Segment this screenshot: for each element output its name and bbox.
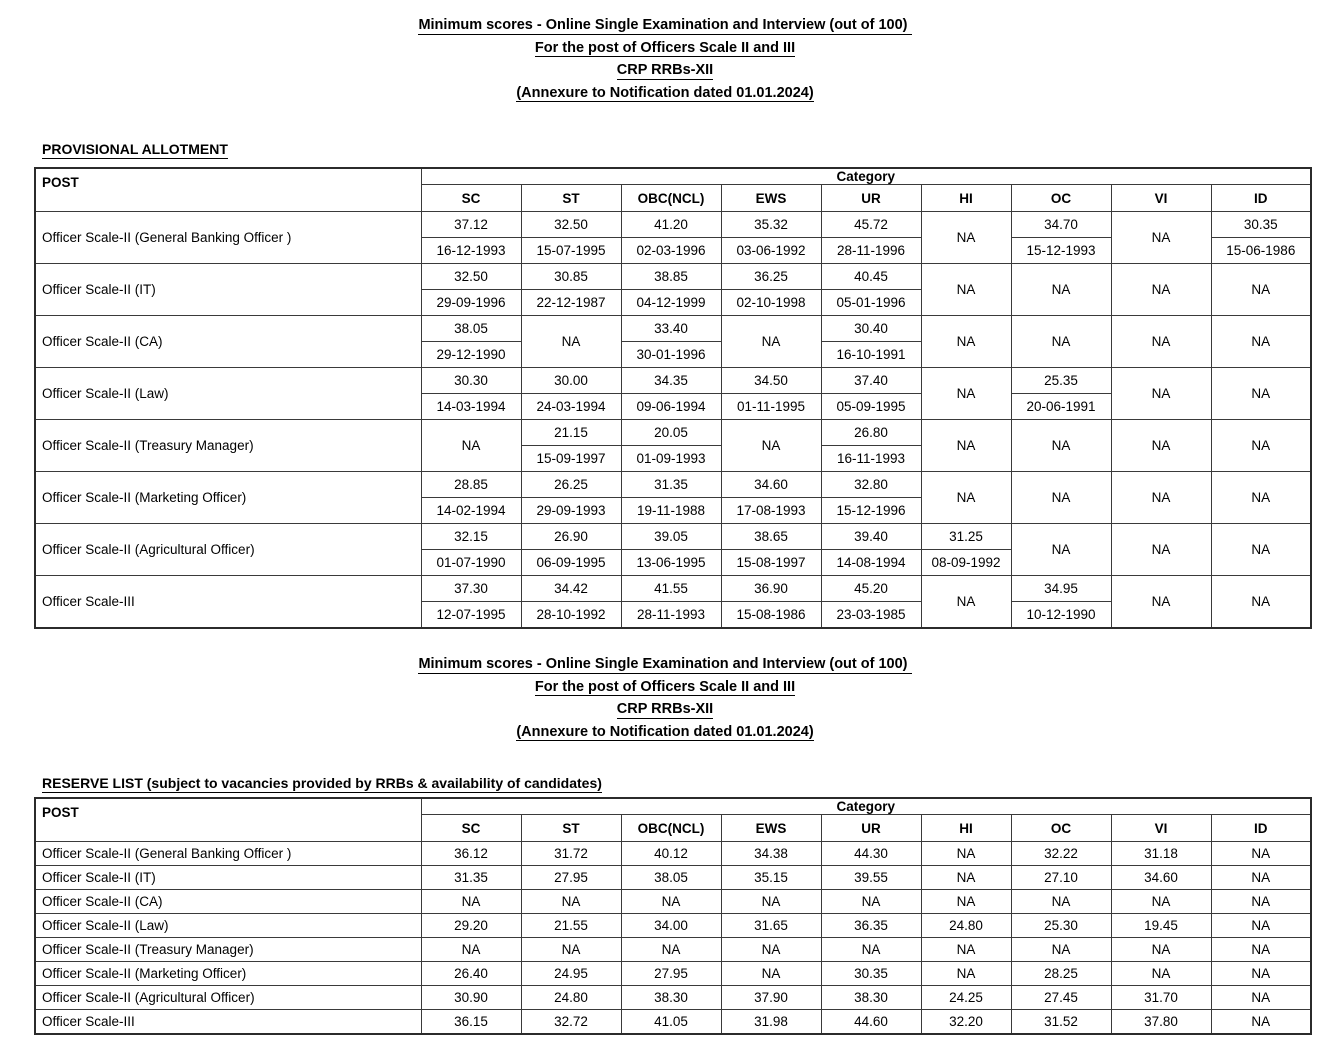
- post-name-cell: Officer Scale-II (CA): [35, 316, 421, 368]
- date-cell: 01-11-1995: [721, 394, 821, 420]
- score-cell: 30.40: [821, 316, 921, 342]
- score-cell: 25.35: [1011, 368, 1111, 394]
- score-cell: 37.40: [821, 368, 921, 394]
- date-cell: 13-06-1995: [621, 550, 721, 576]
- score-cell-na: NA: [921, 472, 1011, 524]
- score-cell: 31.70: [1111, 986, 1211, 1010]
- post-name-cell: Officer Scale-III: [35, 576, 421, 629]
- table-row: [35, 962, 1311, 986]
- date-cell: 28-11-1996: [821, 238, 921, 264]
- score-cell: 33.40: [621, 316, 721, 342]
- score-cell: 27.10: [1011, 866, 1111, 890]
- score-cell: 30.35: [821, 962, 921, 986]
- score-cell: 34.00: [621, 914, 721, 938]
- table-row: [35, 576, 1311, 602]
- column-header-id: ID: [1211, 185, 1311, 212]
- score-cell: 30.35: [1211, 212, 1311, 238]
- post-name-cell: Officer Scale-II (CA): [35, 890, 421, 914]
- table-row: [35, 986, 1311, 1010]
- date-cell: 28-11-1993: [621, 602, 721, 629]
- score-cell-na: NA: [721, 420, 821, 472]
- column-header-vi: VI: [1111, 185, 1211, 212]
- post-name-cell: Officer Scale-II (Treasury Manager): [35, 420, 421, 472]
- score-cell-na: NA: [1011, 420, 1111, 472]
- table-head: [35, 798, 1311, 842]
- column-header-hi: HI: [921, 185, 1011, 212]
- date-cell: 14-02-1994: [421, 498, 521, 524]
- score-cell-na: NA: [1211, 524, 1311, 576]
- score-cell: 30.00: [521, 368, 621, 394]
- score-cell: 32.15: [421, 524, 521, 550]
- date-cell: 06-09-1995: [521, 550, 621, 576]
- score-cell: 36.25: [721, 264, 821, 290]
- score-cell: 44.30: [821, 842, 921, 866]
- post-name-cell: Officer Scale-II (Agricultural Officer): [35, 986, 421, 1010]
- score-cell-na: NA: [621, 890, 721, 914]
- score-cell: 32.50: [521, 212, 621, 238]
- score-cell-na: NA: [1211, 842, 1311, 866]
- category-column-group-header: Category: [421, 168, 1311, 185]
- score-cell: 27.45: [1011, 986, 1111, 1010]
- score-cell: 28.85: [421, 472, 521, 498]
- score-cell: 31.98: [721, 1010, 821, 1035]
- score-cell: 27.95: [621, 962, 721, 986]
- date-cell: 28-10-1992: [521, 602, 621, 629]
- post-name-cell: Officer Scale-II (IT): [35, 264, 421, 316]
- score-cell-na: NA: [721, 890, 821, 914]
- table-body: [35, 842, 1311, 1035]
- heading-line-1-text: Minimum scores - Online Single Examination and Interview (out of 100): [418, 17, 912, 33]
- score-cell: 36.12: [421, 842, 521, 866]
- score-cell-na: NA: [921, 938, 1011, 962]
- date-cell: 24-03-1994: [521, 394, 621, 420]
- date-cell: 05-09-1995: [821, 394, 921, 420]
- heading-line-2: [0, 41, 1330, 58]
- score-cell-na: NA: [921, 264, 1011, 316]
- score-cell-na: NA: [721, 316, 821, 368]
- heading2-line-3-text: CRP RRBs-XII: [616, 701, 714, 717]
- post-name-cell: Officer Scale-II (Treasury Manager): [35, 938, 421, 962]
- score-cell: 38.30: [621, 986, 721, 1010]
- score-cell-na: NA: [1211, 368, 1311, 420]
- score-cell-na: NA: [921, 842, 1011, 866]
- date-cell: 15-12-1993: [1011, 238, 1111, 264]
- table-row: [35, 420, 1311, 446]
- score-cell-na: NA: [421, 938, 521, 962]
- table-row: [35, 472, 1311, 498]
- post-name-cell: Officer Scale-II (General Banking Officer ): [35, 212, 421, 264]
- date-cell: 03-06-1992: [721, 238, 821, 264]
- column-header-st: ST: [521, 185, 621, 212]
- heading-line-1: [0, 18, 1330, 35]
- score-cell-na: NA: [621, 938, 721, 962]
- score-cell: 34.70: [1011, 212, 1111, 238]
- date-cell: 22-12-1987: [521, 290, 621, 316]
- date-cell: 05-01-1996: [821, 290, 921, 316]
- score-cell: 32.50: [421, 264, 521, 290]
- heading-line-3: [0, 63, 1330, 80]
- column-header-st: ST: [521, 815, 621, 842]
- date-cell: 01-09-1993: [621, 446, 721, 472]
- date-cell: 04-12-1999: [621, 290, 721, 316]
- column-header-ur: UR: [821, 815, 921, 842]
- score-cell-na: NA: [1111, 576, 1211, 629]
- score-cell-na: NA: [1011, 938, 1111, 962]
- score-cell-na: NA: [1011, 890, 1111, 914]
- score-cell: 31.72: [521, 842, 621, 866]
- table-row: [35, 938, 1311, 962]
- heading-line-2-text: For the post of Officers Scale II and III: [534, 39, 796, 56]
- score-cell-na: NA: [821, 938, 921, 962]
- score-cell: 36.35: [821, 914, 921, 938]
- score-cell: 38.05: [421, 316, 521, 342]
- heading2-line-4: [0, 725, 1330, 742]
- heading2-line-3: [0, 702, 1330, 719]
- score-cell: 26.25: [521, 472, 621, 498]
- score-cell: 35.15: [721, 866, 821, 890]
- score-cell: 39.55: [821, 866, 921, 890]
- score-cell-na: NA: [421, 420, 521, 472]
- heading-line-4: [0, 86, 1330, 103]
- table-row: [35, 1010, 1311, 1035]
- score-cell: 37.12: [421, 212, 521, 238]
- heading2-line-2: [0, 680, 1330, 697]
- score-cell-na: NA: [1111, 472, 1211, 524]
- score-cell-na: NA: [521, 938, 621, 962]
- provisional-allotment-table: [34, 167, 1312, 629]
- score-cell: 34.38: [721, 842, 821, 866]
- date-cell: 30-01-1996: [621, 342, 721, 368]
- score-cell: 41.20: [621, 212, 721, 238]
- score-cell: 24.95: [521, 962, 621, 986]
- score-cell: 26.90: [521, 524, 621, 550]
- reserve-list-label-text: RESERVE LIST (subject to vacancies provided by RRBs & availability of candidates): [42, 775, 602, 791]
- score-cell-na: NA: [1211, 472, 1311, 524]
- score-cell-na: NA: [1211, 986, 1311, 1010]
- date-cell: 16-12-1993: [421, 238, 521, 264]
- table-row: [35, 866, 1311, 890]
- score-cell-na: NA: [521, 316, 621, 368]
- score-cell: 38.30: [821, 986, 921, 1010]
- document-heading-top: [0, 18, 1330, 102]
- score-cell: 26.40: [421, 962, 521, 986]
- score-cell: 30.30: [421, 368, 521, 394]
- date-cell: 15-08-1986: [721, 602, 821, 629]
- score-cell: 31.25: [921, 524, 1011, 550]
- table-body: [35, 212, 1311, 629]
- column-header-hi: HI: [921, 815, 1011, 842]
- score-cell-na: NA: [1211, 866, 1311, 890]
- score-cell-na: NA: [1211, 264, 1311, 316]
- score-cell-na: NA: [1111, 962, 1211, 986]
- date-cell: 16-11-1993: [821, 446, 921, 472]
- table-header-row-category: [35, 798, 1311, 815]
- score-cell: 36.15: [421, 1010, 521, 1035]
- column-header-oc: OC: [1011, 185, 1111, 212]
- score-cell: 20.05: [621, 420, 721, 446]
- score-cell: 31.65: [721, 914, 821, 938]
- score-cell: 31.18: [1111, 842, 1211, 866]
- score-cell-na: NA: [1111, 264, 1211, 316]
- score-cell-na: NA: [821, 890, 921, 914]
- score-cell-na: NA: [1211, 962, 1311, 986]
- date-cell: 02-10-1998: [721, 290, 821, 316]
- score-cell-na: NA: [921, 576, 1011, 629]
- date-cell: 10-12-1990: [1011, 602, 1111, 629]
- table-row: [35, 368, 1311, 394]
- date-cell: 09-06-1994: [621, 394, 721, 420]
- date-cell: 14-03-1994: [421, 394, 521, 420]
- post-name-cell: Officer Scale-II (Law): [35, 914, 421, 938]
- column-header-obcncl: OBC(NCL): [621, 815, 721, 842]
- table-row: [35, 212, 1311, 238]
- post-column-header: POST: [35, 798, 421, 842]
- table-header-row-category: [35, 168, 1311, 185]
- table-row: [35, 316, 1311, 342]
- column-header-sc: SC: [421, 815, 521, 842]
- score-cell-na: NA: [1111, 316, 1211, 368]
- post-name-cell: Officer Scale-II (Marketing Officer): [35, 962, 421, 986]
- score-cell-na: NA: [1211, 890, 1311, 914]
- score-cell: 28.25: [1011, 962, 1111, 986]
- score-cell: 39.40: [821, 524, 921, 550]
- score-cell: 19.45: [1111, 914, 1211, 938]
- score-cell-na: NA: [921, 866, 1011, 890]
- date-cell: 08-09-1992: [921, 550, 1011, 576]
- score-cell-na: NA: [921, 890, 1011, 914]
- table-row: [35, 890, 1311, 914]
- column-header-obcncl: OBC(NCL): [621, 185, 721, 212]
- date-cell: 15-07-1995: [521, 238, 621, 264]
- score-cell: 32.20: [921, 1010, 1011, 1035]
- score-cell: 41.55: [621, 576, 721, 602]
- table-head: [35, 168, 1311, 212]
- score-cell: 27.95: [521, 866, 621, 890]
- score-cell: 40.45: [821, 264, 921, 290]
- score-cell: 25.30: [1011, 914, 1111, 938]
- score-cell-na: NA: [921, 212, 1011, 264]
- date-cell: 01-07-1990: [421, 550, 521, 576]
- date-cell: 15-06-1986: [1211, 238, 1311, 264]
- score-cell-na: NA: [721, 938, 821, 962]
- reserve-list-label: [42, 775, 602, 793]
- score-cell: 40.12: [621, 842, 721, 866]
- score-cell: 36.90: [721, 576, 821, 602]
- score-cell: 38.05: [621, 866, 721, 890]
- table-row: [35, 524, 1311, 550]
- date-cell: 29-09-1996: [421, 290, 521, 316]
- score-cell: 34.60: [1111, 866, 1211, 890]
- date-cell: 19-11-1988: [621, 498, 721, 524]
- column-header-vi: VI: [1111, 815, 1211, 842]
- provisional-allotment-label: [42, 141, 228, 159]
- score-cell-na: NA: [1111, 524, 1211, 576]
- score-cell: 45.20: [821, 576, 921, 602]
- date-cell: 15-08-1997: [721, 550, 821, 576]
- document-heading-bottom: [0, 657, 1330, 741]
- provisional-allotment-table-wrapper: [34, 167, 1312, 629]
- score-cell-na: NA: [721, 962, 821, 986]
- score-cell: 24.80: [521, 986, 621, 1010]
- score-cell-na: NA: [1211, 316, 1311, 368]
- score-cell: 34.95: [1011, 576, 1111, 602]
- date-cell: 15-12-1996: [821, 498, 921, 524]
- score-cell: 24.25: [921, 986, 1011, 1010]
- heading2-line-4-text: (Annexure to Notification dated 01.01.2024): [516, 723, 814, 740]
- score-cell: 38.65: [721, 524, 821, 550]
- score-cell: 32.80: [821, 472, 921, 498]
- score-cell: 38.85: [621, 264, 721, 290]
- score-cell-na: NA: [1211, 938, 1311, 962]
- score-cell: 29.20: [421, 914, 521, 938]
- post-name-cell: Officer Scale-II (Law): [35, 368, 421, 420]
- score-cell-na: NA: [1111, 890, 1211, 914]
- score-cell-na: NA: [521, 890, 621, 914]
- date-cell: 29-09-1993: [521, 498, 621, 524]
- score-cell: 35.32: [721, 212, 821, 238]
- score-cell: 34.35: [621, 368, 721, 394]
- date-cell: 29-12-1990: [421, 342, 521, 368]
- score-cell-na: NA: [1111, 938, 1211, 962]
- score-cell-na: NA: [921, 962, 1011, 986]
- post-name-cell: Officer Scale-II (IT): [35, 866, 421, 890]
- score-cell: 41.05: [621, 1010, 721, 1035]
- table-row: [35, 264, 1311, 290]
- post-name-cell: Officer Scale-II (Marketing Officer): [35, 472, 421, 524]
- post-name-cell: Officer Scale-II (Agricultural Officer): [35, 524, 421, 576]
- score-cell: 37.30: [421, 576, 521, 602]
- score-cell-na: NA: [921, 316, 1011, 368]
- column-header-ews: EWS: [721, 815, 821, 842]
- score-cell: 45.72: [821, 212, 921, 238]
- date-cell: 16-10-1991: [821, 342, 921, 368]
- score-cell-na: NA: [921, 368, 1011, 420]
- post-name-cell: Officer Scale-II (General Banking Officer ): [35, 842, 421, 866]
- category-column-group-header: Category: [421, 798, 1311, 815]
- column-header-id: ID: [1211, 815, 1311, 842]
- score-cell: 34.60: [721, 472, 821, 498]
- post-name-cell: Officer Scale-III: [35, 1010, 421, 1035]
- heading-line-3-text: CRP RRBs-XII: [616, 62, 714, 78]
- score-cell: 34.42: [521, 576, 621, 602]
- heading2-line-1-text: Minimum scores - Online Single Examination and Interview (out of 100): [418, 656, 912, 672]
- column-header-ur: UR: [821, 185, 921, 212]
- score-cell-na: NA: [1011, 316, 1111, 368]
- score-cell: 31.35: [421, 866, 521, 890]
- score-cell: 30.90: [421, 986, 521, 1010]
- date-cell: 14-08-1994: [821, 550, 921, 576]
- score-cell-na: NA: [1111, 368, 1211, 420]
- score-cell-na: NA: [1211, 576, 1311, 629]
- score-cell: 30.85: [521, 264, 621, 290]
- heading2-line-2-text: For the post of Officers Scale II and III: [534, 678, 796, 695]
- score-cell-na: NA: [1011, 264, 1111, 316]
- column-header-sc: SC: [421, 185, 521, 212]
- date-cell: 17-08-1993: [721, 498, 821, 524]
- score-cell: 44.60: [821, 1010, 921, 1035]
- score-cell: 37.80: [1111, 1010, 1211, 1035]
- date-cell: 15-09-1997: [521, 446, 621, 472]
- date-cell: 23-03-1985: [821, 602, 921, 629]
- score-cell-na: NA: [1211, 914, 1311, 938]
- heading2-line-1: [0, 657, 1330, 674]
- score-cell: 34.50: [721, 368, 821, 394]
- score-cell: 37.90: [721, 986, 821, 1010]
- score-cell-na: NA: [421, 890, 521, 914]
- score-cell: 31.52: [1011, 1010, 1111, 1035]
- score-cell: 26.80: [821, 420, 921, 446]
- score-cell-na: NA: [1211, 420, 1311, 472]
- post-column-header: POST: [35, 168, 421, 212]
- reserve-list-table-wrapper: [34, 797, 1312, 1035]
- heading-line-4-text: (Annexure to Notification dated 01.01.2024): [516, 84, 814, 101]
- score-cell-na: NA: [1011, 472, 1111, 524]
- score-cell: 32.72: [521, 1010, 621, 1035]
- table-row: [35, 842, 1311, 866]
- score-cell: 21.55: [521, 914, 621, 938]
- score-cell-na: NA: [1111, 420, 1211, 472]
- score-cell: 32.22: [1011, 842, 1111, 866]
- score-cell: 21.15: [521, 420, 621, 446]
- score-cell-na: NA: [1011, 524, 1111, 576]
- score-cell-na: NA: [1111, 212, 1211, 264]
- date-cell: 02-03-1996: [621, 238, 721, 264]
- score-cell: 31.35: [621, 472, 721, 498]
- date-cell: 20-06-1991: [1011, 394, 1111, 420]
- score-cell: 24.80: [921, 914, 1011, 938]
- reserve-list-table: [34, 797, 1312, 1035]
- column-header-ews: EWS: [721, 185, 821, 212]
- provisional-allotment-label-text: PROVISIONAL ALLOTMENT: [42, 141, 228, 157]
- score-cell-na: NA: [921, 420, 1011, 472]
- score-cell: 39.05: [621, 524, 721, 550]
- column-header-oc: OC: [1011, 815, 1111, 842]
- date-cell: 12-07-1995: [421, 602, 521, 629]
- score-cell-na: NA: [1211, 1010, 1311, 1035]
- table-row: [35, 914, 1311, 938]
